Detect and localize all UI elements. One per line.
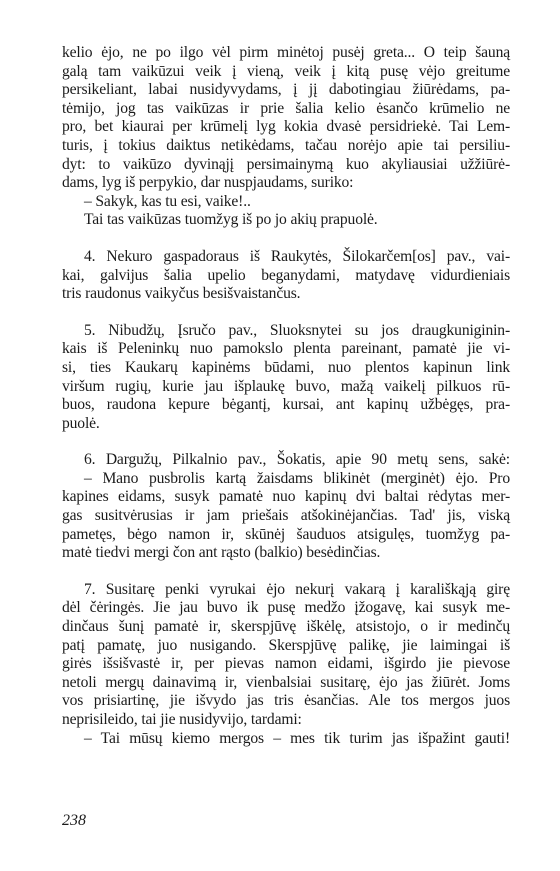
paragraph-gap [62, 563, 510, 581]
text-line: matė tiedvi mergi čon ant rąsto (balkio) besėdinčias. [62, 544, 381, 562]
paragraph [62, 451, 510, 563]
text-line: 6. Dargužų, Pilkalnio pav., Šokatis, apie 90 metų sens, sakė: [84, 451, 510, 469]
text-line: persikeliant, labai nusidyvydams, į jį dabotingiau žiūrėdams, pa- [62, 81, 510, 99]
text-line: kapines eidams, susyk pamatė nuo kapinų dvi baltai rėdytas mer- [62, 488, 510, 506]
text-line: – Tai mūsų kiemo mergos – mes tik turim jas išpažint gauti! [84, 729, 510, 747]
text-line: kais iš Peleninkų nuo pamokslo plenta pareinant, pamatė jie vi- [62, 340, 510, 358]
text-line: – Mano pusbrolis kartą žaisdams blikinėt (merginėt) ėjo. Pro [84, 469, 510, 487]
text-line: pro, bet kiaurai per krūmelį lyg kokia dvasė persidriekė. Tai Lem- [62, 118, 510, 136]
paragraph [62, 44, 510, 230]
text-line: dėl čėringės. Jie jau buvo ik pusę medžo įžogavę, kai susyk me- [62, 599, 510, 617]
text-line: kai, galvijus šalia upelio beganydami, matydavę vidurdieniais [62, 266, 510, 284]
paragraph-gap [62, 230, 510, 248]
paragraph-gap [62, 433, 510, 451]
paragraph [62, 581, 510, 748]
text-line: galą tam vaikūzui veik į vieną, veik į kitą pusę vėjo greitume [62, 62, 510, 80]
text-line: patį pamatę, juo nusigando. Skerspjūvę palikę, jie laimingai iš [62, 636, 510, 654]
text-line: pametęs, bėgo namon ir, skūnėj šauduos atsigulęs, tuomžyg pa- [62, 525, 510, 543]
text-line: dyt: to vaikūzo dyvinąjį persimainymą kuo akyliausiai užžiūrė- [62, 155, 510, 173]
text-line: viršum rugių, kurie jau išplaukę buvo, mažą vaikelį pilkuos rū- [62, 377, 510, 395]
paragraph [62, 322, 510, 434]
text-line: puolė. [62, 414, 100, 432]
text-line: dams, lyg iš perpykio, dar nuspjaudams, suriko: [62, 174, 354, 192]
text-line: turis, į tokius daiktus netikėdams, tačau norėjo apie tai persiliu- [62, 136, 510, 154]
text-line: netoli mergų dainavimą ir, vienbalsiai susitarę, ėjo jas žiūrėt. Joms [62, 673, 510, 691]
text-line: 4. Nekuro gaspadoraus iš Raukytės, Šilokarčem[os] pav., vai- [84, 247, 510, 265]
page-number: 238 [62, 812, 86, 829]
text-line: si, ties Kaukarų kapinėms būdami, nuo plentos kapinun link [62, 358, 510, 376]
paragraph [62, 248, 510, 304]
text-line: Tai tas vaikūzas tuomžyg iš po jo akių prapuolė. [84, 211, 378, 229]
text-line: gas susitvėrusias ir jam priešais atšokinėjančias. Tad' jis, viską [62, 507, 510, 525]
text-line: – Sakyk, kas tu esi, vaike!.. [84, 192, 251, 210]
page-body-text [62, 44, 510, 748]
text-line: tėmijo, jog tas vaikūzas ir prie šalia kelio ėsančo krūmelio ne [62, 99, 510, 117]
text-line: 5. Nibudžų, Įsručo pav., Sluoksnytei su jos draugkuniginin- [84, 321, 510, 339]
text-line: neprisileido, tai jie nusidyvijo, tardami: [62, 711, 302, 728]
paragraph-gap [62, 304, 510, 322]
text-line: buos, raudona kepure bėgantį, kursai, ant kapinų užbėgęs, pra- [62, 396, 510, 414]
text-line: tris raudonus vaikyčus besišvaistančus. [62, 285, 301, 303]
text-line: vos prisiartinę, jie išvydo jas tris ėsančias. Ale tos mergos juos [62, 692, 510, 710]
text-line: girės išsišvastė ir, per pievas namon eidami, išgirdo jie pievose [62, 655, 510, 673]
text-line: dinčaus šunį pamatė ir, skerspjūvę iškėlę, atsistojo, o ir medinčų [62, 618, 510, 636]
text-line: kelio ėjo, ne po ilgo vėl pirm minėtoj pusėj greta... O teip šauną [62, 44, 510, 61]
text-line: 7. Susitarę penki vyrukai ėjo nekurį vakarą į karališkąją girę [84, 580, 510, 598]
